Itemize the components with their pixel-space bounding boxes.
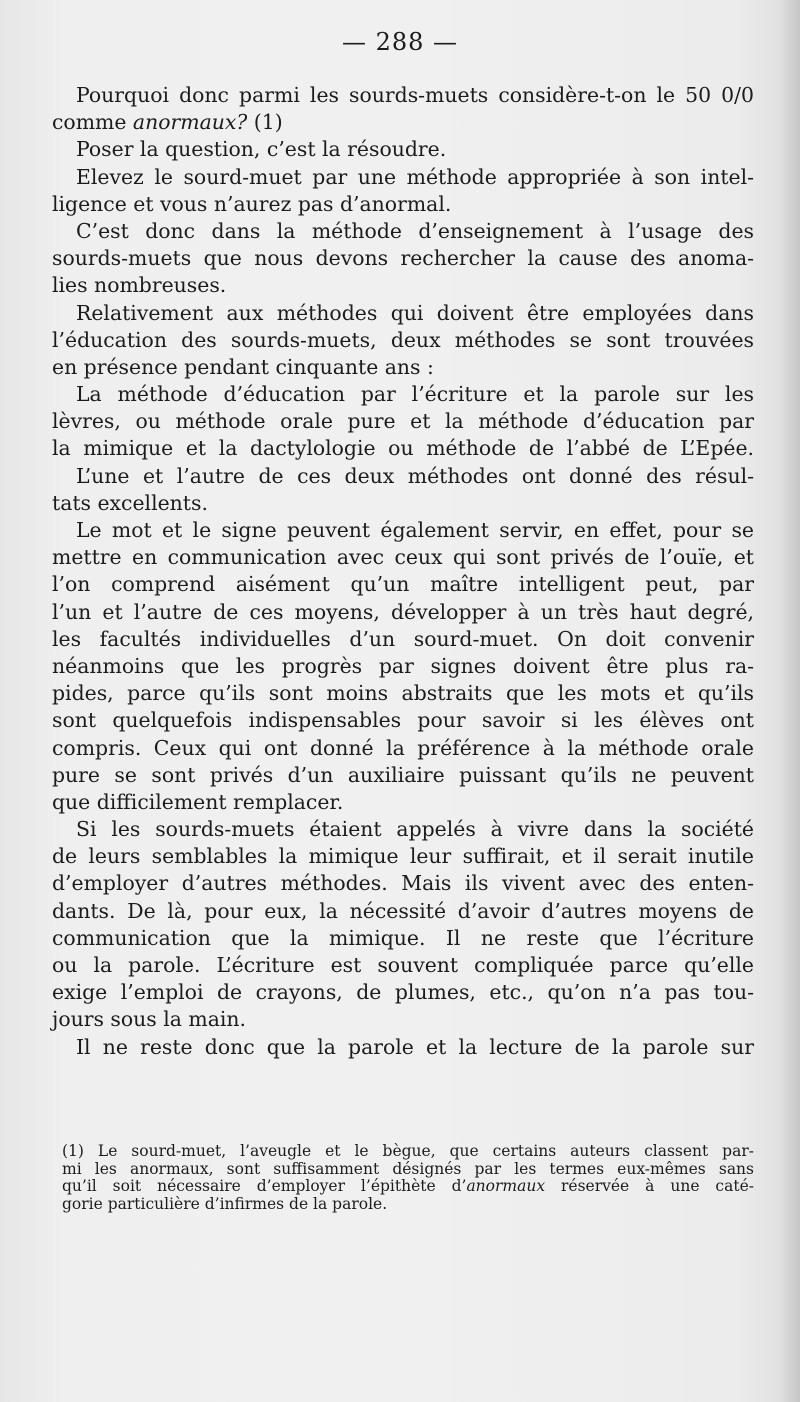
text-line: tats excellents.: [52, 490, 208, 515]
text-line: L’une et l’autre de ces deux méthodes ont donné des résul-: [76, 463, 754, 488]
text-line: communication que la mimique. Il ne reste que l’écriture: [52, 925, 754, 950]
text-line: Relativement aux méthodes qui doivent être employées dans: [76, 300, 754, 325]
footnote-ref: (1): [247, 110, 283, 135]
text-line: Le mot et le signe peuvent également servir, en effet, pour se: [76, 518, 754, 542]
text-line: que difficilement remplacer.: [52, 789, 344, 814]
text-line: Si les sourds-muets étaient appelés à vivre dans la société: [76, 817, 754, 842]
text-line: C’est donc dans la méthode d’enseignement à l’usage des: [76, 218, 754, 243]
text-line: Elevez le sourd-muet par une méthode appropriée à son intel-: [76, 164, 754, 189]
text-line: lies nombreuses.: [52, 273, 227, 298]
text-line: en présence pendant cinquante ans :: [52, 354, 434, 379]
text-line: exige l’emploi de crayons, de plumes, etc., qu’on n’a pas tou-: [52, 980, 754, 1005]
text-line: compris. Ceux qui ont donné la préférence à la méthode orale: [52, 735, 754, 760]
text-line: Pourquoi donc parmi les sourds-muets considère-t-on le 50 0/0: [76, 83, 754, 107]
text-line: d’employer d’autres méthodes. Mais ils vivent avec des enten-: [52, 871, 754, 896]
italic-term: anormaux?: [132, 110, 248, 135]
text-line: lèvres, ou méthode orale pure et la méthode d’éducation par: [52, 409, 754, 434]
text-line: ou la parole. L’écriture est souvent compliquée parce qu’elle: [52, 953, 754, 977]
footnote: [62, 1143, 754, 1213]
text-line: les facultés individuelles d’un sourd-muet. On doit convenir: [52, 626, 754, 651]
text-line: sont quelquefois indispensables pour savoir si les élèves ont: [52, 708, 754, 733]
text-line: La méthode d’éducation par l’écriture et la parole sur les: [76, 382, 754, 407]
text-line: mettre en communication avec ceux qui sont privés de l’ouïe, et: [52, 545, 754, 570]
text-line: l’on comprend aisément qu’un maître intelligent peut, par: [52, 572, 754, 597]
text-line: ligence et vous n’aurez pas d’anormal.: [52, 191, 452, 216]
footnote-line: gorie particulière d’infirmes de la parole.: [62, 1194, 388, 1213]
text-line: dants. De là, pour eux, la nécessité d’avoir d’autres moyens de: [52, 898, 754, 923]
text-line: sourds-muets que nous devons rechercher la cause des anoma-: [52, 246, 754, 271]
text-line: de leurs semblables la mimique leur suffirait, et il serait inutile: [52, 844, 754, 869]
footnote-line: (1) Le sourd-muet, l’aveugle et le bègue, que certains auteurs classent par-: [62, 1142, 754, 1160]
page-edge-shadow: [778, 0, 800, 1402]
text-line: l’éducation des sourds-muets, deux méthodes se sont trouvées: [52, 327, 754, 352]
text-line: néanmoins que les progrès par signes doivent être plus ra-: [52, 653, 754, 678]
text-span: comme: [52, 110, 133, 135]
footnote-line: mi les anormaux, sont suffisamment désignés par les termes eux-mêmes sans: [62, 1159, 754, 1178]
text-line: [52, 109, 754, 136]
body-text: [52, 82, 754, 1061]
text-line: pides, parce qu’ils sont moins abstraits que les mots et qu’ils: [52, 681, 754, 706]
text-line: jours sous la main.: [52, 1007, 247, 1032]
text-line: Il ne reste donc que la parole et la lecture de la parole sur: [76, 1034, 754, 1059]
text-line: l’un et l’autre de ces moyens, développer à un très haut degré,: [52, 599, 754, 624]
text-line: la mimique et la dactylologie ou méthode de l’abbé de L’Epée.: [52, 436, 754, 461]
text-span: qu’il soit nécessaire d’employer l’épithète d’: [62, 1177, 467, 1195]
italic-term: anormaux: [466, 1177, 546, 1195]
text-span: réservée à une caté-: [545, 1177, 754, 1195]
footnote-line: [62, 1178, 754, 1196]
text-line: Poser la question, c’est la résoudre.: [76, 137, 447, 162]
text-line: pure se sont privés d’un auxiliaire puissant qu’ils ne peuvent: [52, 762, 754, 787]
page-number: — 288 —: [341, 28, 459, 56]
